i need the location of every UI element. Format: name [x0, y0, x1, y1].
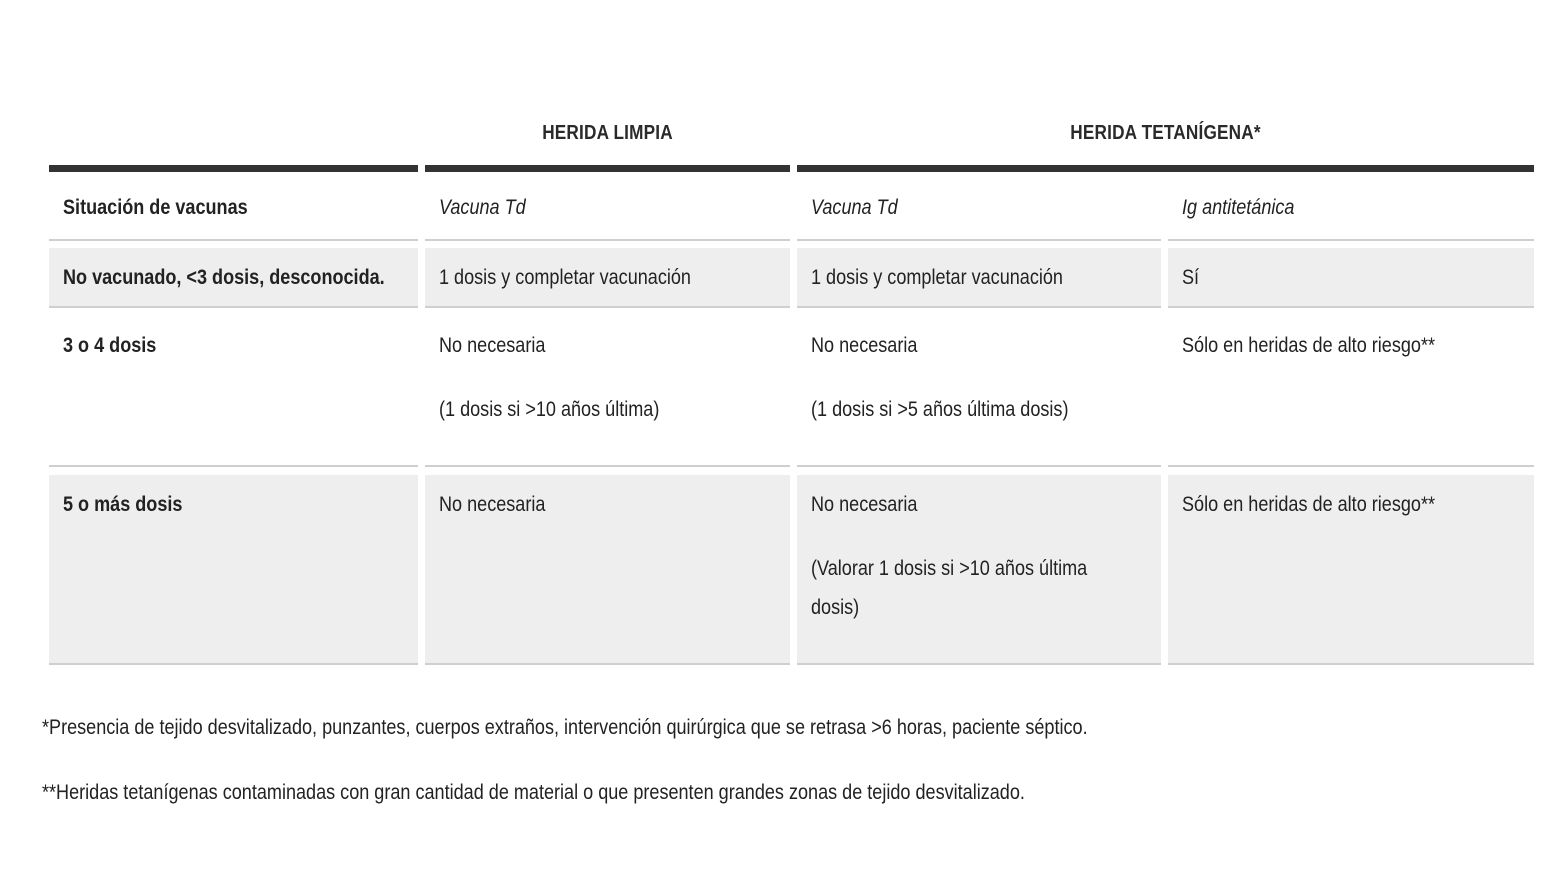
row-3-tetanigenic-td-line-3: dosis) [811, 596, 860, 619]
row-3-clean-td-text: No necesaria [439, 493, 546, 516]
row-2-label-text: 3 o 4 dosis [63, 334, 157, 357]
column-header-tetanigenic-td [797, 172, 1161, 241]
header-bar-tetanigenic-wound [797, 165, 1534, 172]
row-3-tetanigenic-td-line-1: No necesaria [811, 493, 918, 516]
column-header-vaccine-status [49, 172, 418, 241]
table-row-2-label [49, 308, 418, 467]
table-row-2-clean-td [425, 308, 790, 467]
table-row-1-tetanigenic-td [797, 248, 1161, 308]
column-header-tetanigenic-td-text: Vacuna Td [811, 196, 898, 219]
table-row-1-tetanus-ig [1168, 248, 1534, 308]
column-header-tetanus-ig [1168, 172, 1534, 241]
footnote-high-risk-definition: **Heridas tetanígenas contaminadas con gran cantidad de material o que presenten grandes zonas de tejido desvitalizado. [42, 781, 1025, 804]
table-row-3-clean-td [425, 475, 790, 665]
group-header-clean-wound: HERIDA LIMPIA [542, 122, 673, 144]
column-header-clean-td-text: Vacuna Td [439, 196, 526, 219]
row-2-tetanigenic-td-line-2: (1 dosis si >5 años última dosis) [811, 398, 1069, 421]
row-3-tetanigenic-td-line-2: (Valorar 1 dosis si >10 años última [811, 557, 1088, 580]
footnote-tetanigenic-definition: *Presencia de tejido desvitalizado, punzantes, cuerpos extraños, intervención quirúrgica que se retrasa >6 horas, paciente séptico. [42, 716, 1088, 739]
row-1-label-text: No vacunado, <3 dosis, desconocida. [63, 266, 385, 289]
row-2-tetanigenic-td-line-1: No necesaria [811, 334, 918, 357]
header-bar-label-column [49, 165, 418, 172]
table-row-1-clean-td [425, 248, 790, 308]
row-1-clean-td-text: 1 dosis y completar vacunación [439, 266, 691, 289]
row-3-tetanus-ig-text: Sólo en heridas de alto riesgo** [1182, 493, 1436, 516]
table-row-2-tetanus-ig [1168, 308, 1534, 467]
row-1-tetanus-ig-text: Sí [1182, 266, 1200, 289]
row-2-tetanus-ig-text: Sólo en heridas de alto riesgo** [1182, 334, 1436, 357]
row-1-tetanigenic-td-text: 1 dosis y completar vacunación [811, 266, 1063, 289]
row-3-label-text: 5 o más dosis [63, 493, 183, 516]
column-header-vaccine-status-text: Situación de vacunas [63, 196, 248, 219]
table-row-3-tetanigenic-td [797, 475, 1161, 665]
table-row-3-label [49, 475, 418, 665]
table-row-1-label [49, 248, 418, 308]
row-2-clean-td-line-1: No necesaria [439, 334, 546, 357]
row-2-clean-td-line-2: (1 dosis si >10 años última) [439, 398, 660, 421]
header-bar-clean-wound [425, 165, 790, 172]
group-header-tetanigenic-wound: HERIDA TETANÍGENA* [1070, 122, 1261, 144]
column-header-clean-td [425, 172, 790, 241]
table-row-3-tetanus-ig [1168, 475, 1534, 665]
column-header-tetanus-ig-text: Ig antitetánica [1182, 196, 1295, 219]
table-row-2-tetanigenic-td [797, 308, 1161, 467]
